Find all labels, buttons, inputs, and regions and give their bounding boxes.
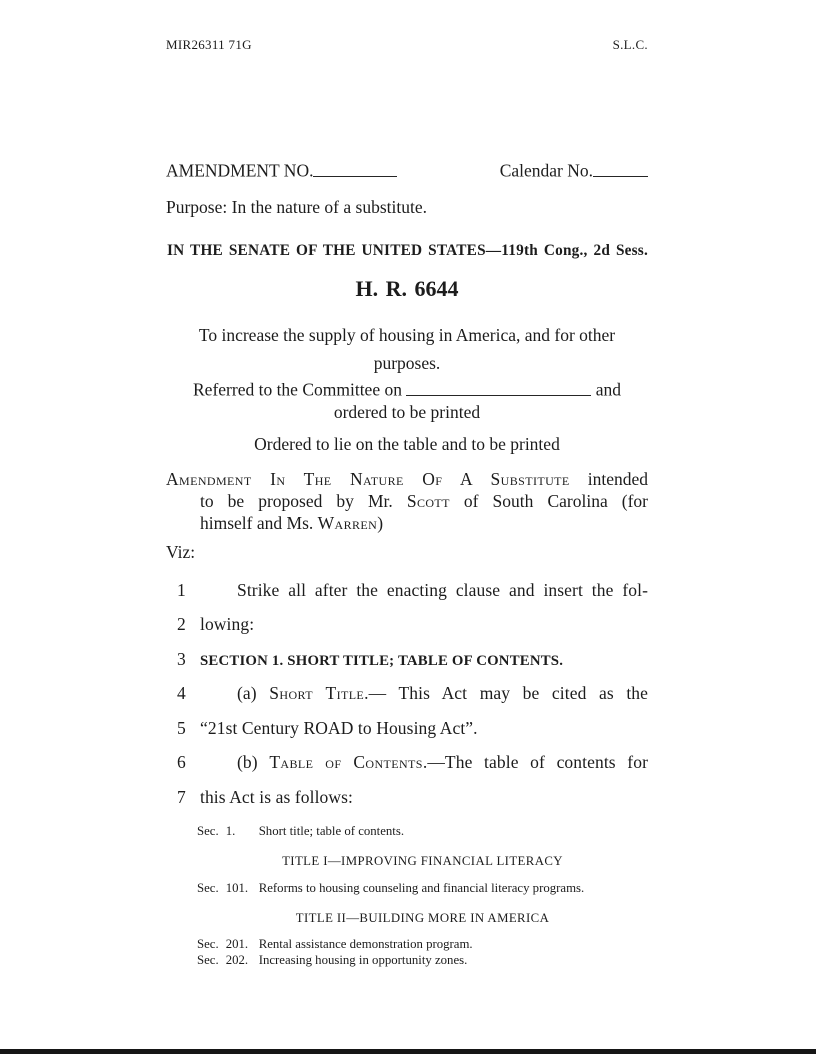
toc-sec-label: Sec. bbox=[197, 881, 219, 895]
toc-entry-sec202 bbox=[197, 952, 648, 968]
body-line-2 bbox=[166, 614, 648, 635]
line-text bbox=[200, 752, 648, 773]
line-number: 7 bbox=[177, 787, 186, 807]
toc-sec-num: 101. bbox=[225, 881, 249, 895]
body-line-6 bbox=[166, 752, 648, 773]
line-text: this Act is as follows: bbox=[200, 787, 353, 807]
referral-pre: Referred to the Committee on bbox=[193, 379, 402, 400]
toc-sec-label: Sec. bbox=[197, 824, 219, 838]
toc-sec-label: Sec. bbox=[197, 937, 219, 951]
amendment-no-label: AMENDMENT NO. bbox=[166, 160, 314, 181]
long-title-line2: purposes. bbox=[373, 353, 441, 373]
line-text: “21st Century ROAD to Housing Act”. bbox=[200, 718, 478, 738]
line-number: 1 bbox=[177, 580, 186, 600]
amendment-no-group bbox=[166, 159, 397, 182]
toc-title-1: TITLE I—IMPROVING FINANCIAL LITERACY bbox=[282, 854, 563, 868]
heading-line2-post: of South Carolina (for bbox=[449, 491, 648, 511]
toc-smallcaps: Table of Contents bbox=[269, 752, 423, 772]
sponsor-name: Scott bbox=[406, 491, 450, 511]
line-number: 5 bbox=[177, 718, 186, 738]
draft-code: MIR26311 71G bbox=[166, 37, 252, 52]
page-header bbox=[166, 37, 648, 53]
amendment-calendar-row bbox=[166, 159, 648, 182]
toc-sec-num: 1. bbox=[225, 824, 236, 838]
calendar-no-blank bbox=[593, 159, 648, 177]
line-text: lowing: bbox=[200, 614, 255, 634]
toc-entry-sec101 bbox=[197, 880, 648, 896]
heading-line3-pre: himself and Ms. bbox=[200, 513, 318, 533]
toc-sec-num: 201. bbox=[225, 937, 249, 951]
referral-block bbox=[166, 378, 648, 424]
body-line-1 bbox=[166, 580, 648, 601]
toc-sec-num: 202. bbox=[225, 953, 249, 967]
subsection-label: (b) bbox=[237, 752, 270, 772]
calendar-no-label: Calendar No. bbox=[499, 160, 593, 181]
amendment-no-blank bbox=[313, 159, 397, 177]
toc-sec-text: Short title; table of contents. bbox=[258, 824, 405, 838]
line-number: 6 bbox=[177, 752, 186, 772]
committee-blank bbox=[406, 378, 591, 396]
page-bottom-scan-edge bbox=[0, 1049, 816, 1054]
bill-number: H. R. 6644 bbox=[355, 276, 459, 301]
heading-line3 bbox=[166, 512, 648, 534]
ordered-to-lie-line: Ordered to lie on the table and to be printed bbox=[254, 434, 560, 454]
long-title-line1: To increase the supply of housing in America, and for other bbox=[198, 325, 616, 345]
heading-line2 bbox=[166, 490, 648, 512]
body-line-3 bbox=[166, 649, 648, 671]
toc-entry-sec201 bbox=[197, 936, 648, 952]
line-text-rest: .—The table of contents for bbox=[422, 752, 649, 772]
toc-sec-text: Increasing housing in opportunity zones. bbox=[258, 953, 468, 967]
calendar-no-group bbox=[500, 159, 648, 182]
referral-line1 bbox=[166, 378, 648, 401]
toc-sec-label: Sec. bbox=[197, 953, 219, 967]
amendment-nature-heading bbox=[166, 468, 648, 534]
section-heading: SECTION 1. SHORT TITLE; TABLE OF CONTENTS. bbox=[200, 653, 564, 669]
toc-sec-text: Reforms to housing counseling and financial literacy programs. bbox=[258, 881, 585, 895]
toc-title-2: TITLE II—BUILDING MORE IN AMERICA bbox=[295, 911, 550, 925]
purpose-line: Purpose: In the nature of a substitute. bbox=[166, 197, 427, 217]
referral-post: and bbox=[595, 379, 621, 400]
referral-line2: ordered to be printed bbox=[333, 402, 481, 423]
office-code: S.L.C. bbox=[612, 37, 648, 52]
body-line-4 bbox=[166, 683, 648, 704]
line-number: 3 bbox=[177, 649, 186, 669]
toc-sec-text: Rental assistance demonstration program. bbox=[258, 937, 473, 951]
viz-label: Viz: bbox=[166, 542, 196, 562]
senate-caption: IN THE SENATE OF THE UNITED STATES—119th Cong., 2d Sess. bbox=[167, 242, 648, 259]
long-title bbox=[166, 321, 648, 377]
toc-entry-sec1 bbox=[197, 823, 648, 839]
cosponsor-name: Warren bbox=[317, 513, 378, 533]
heading-smallcaps: Amendment In The Nature Of A Substitute bbox=[166, 469, 570, 489]
subsection-label: (a) bbox=[237, 683, 270, 703]
body-line-5 bbox=[166, 718, 648, 739]
line-number: 4 bbox=[177, 683, 186, 703]
line-text-rest: .— This Act may be cited as the bbox=[364, 683, 648, 703]
line-number: 2 bbox=[177, 614, 186, 634]
short-title-smallcaps: Short Title bbox=[269, 683, 365, 703]
heading-line2-pre: to be proposed by Mr. bbox=[200, 491, 407, 511]
heading-line1 bbox=[166, 468, 648, 490]
line-text bbox=[200, 683, 648, 704]
line-text: Strike all after the enacting clause and insert the fol- bbox=[237, 580, 648, 600]
heading-line3-post: ) bbox=[377, 513, 384, 533]
body-line-7 bbox=[166, 787, 648, 808]
heading-rest: intended bbox=[569, 469, 648, 489]
